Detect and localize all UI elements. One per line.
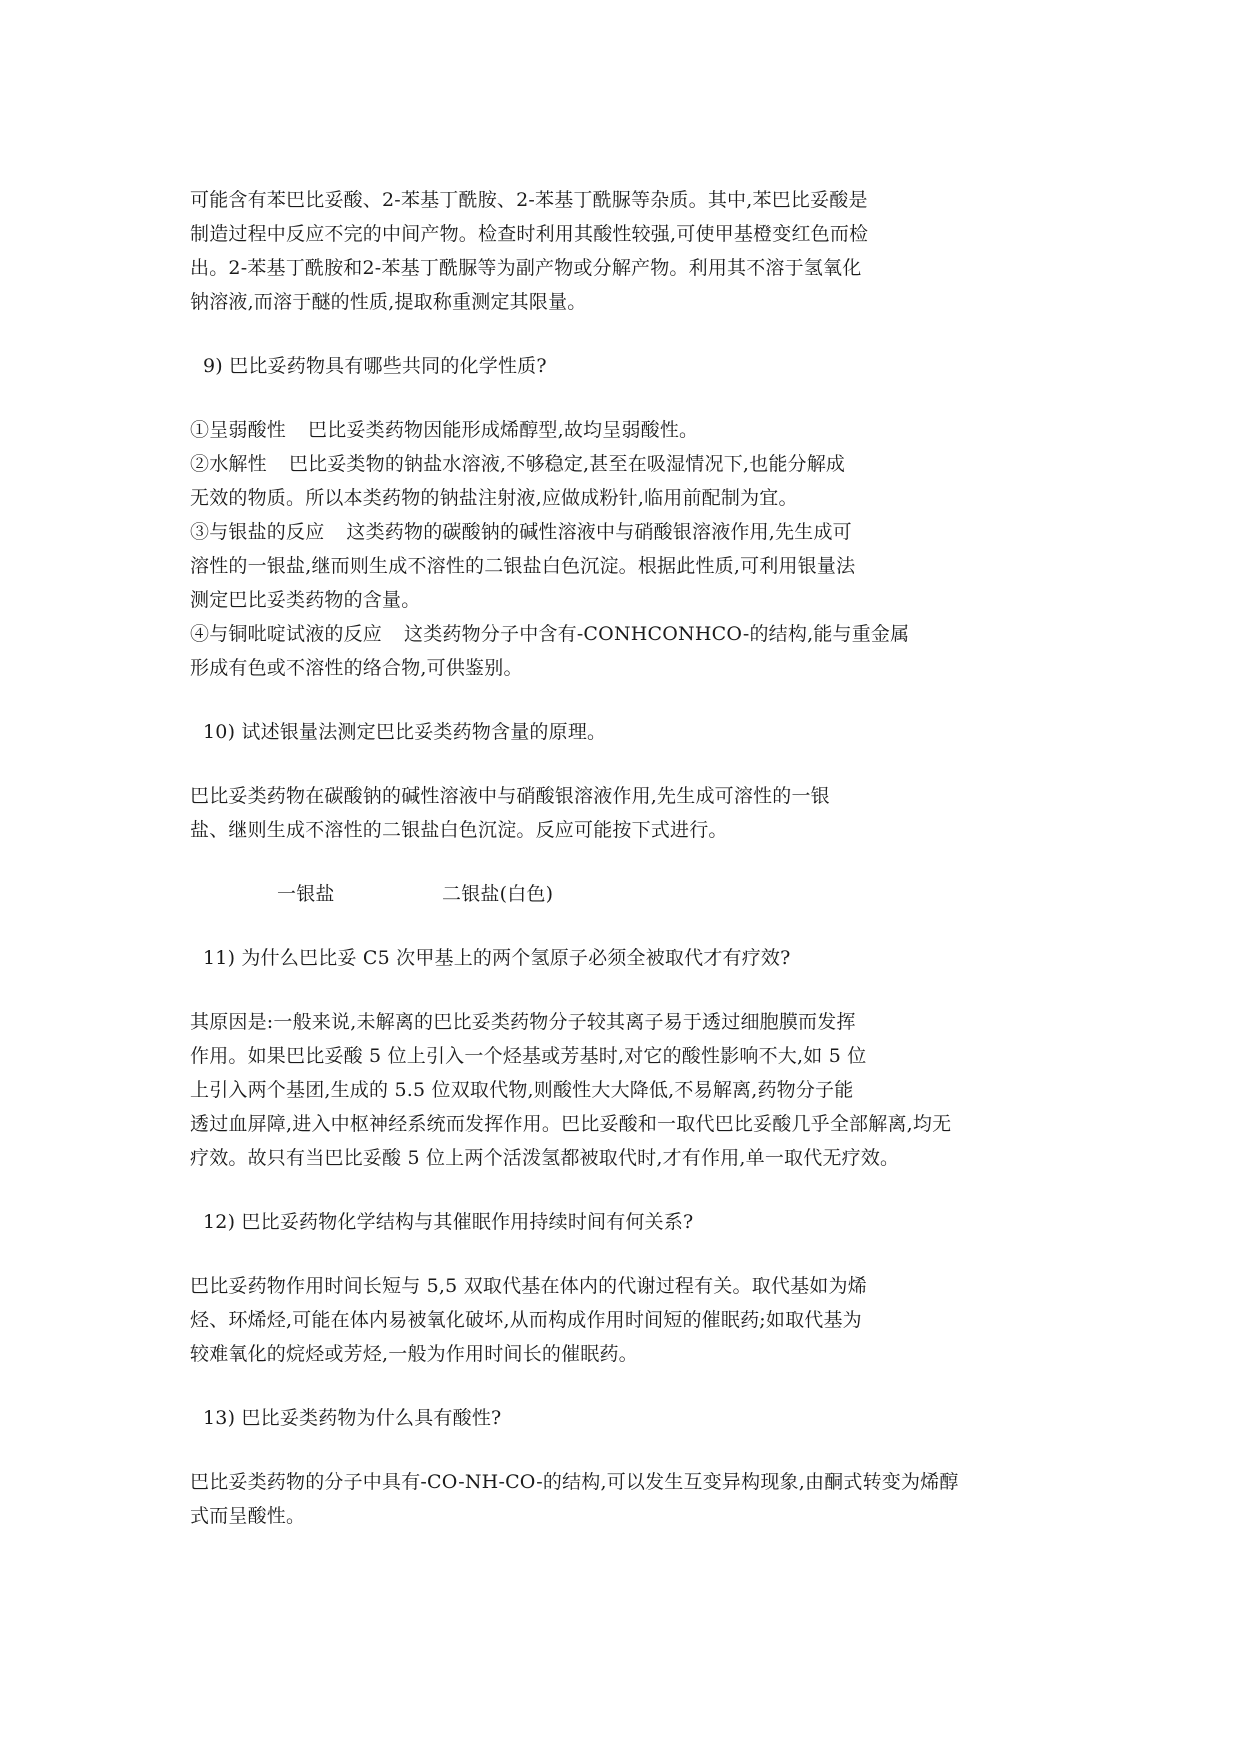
- q9-item-4-cont: 形成有色或不溶性的络合物,可供鉴别。: [190, 657, 523, 679]
- q10-answer-line-2: 盐、继则生成不溶性的二银盐白色沉淀。反应可能按下式进行。: [190, 819, 728, 841]
- q9-item-2-text: 巴比妥类物的钠盐水溶液,不够稳定,甚至在吸湿情况下,也能分解成: [288, 453, 846, 475]
- mono-silver-label: 一银盐: [277, 883, 335, 905]
- intro-line-4: 钠溶液,而溶于醚的性质,提取称重测定其限量。: [190, 291, 587, 313]
- q11-answer-line-1: 其原因是:一般来说,未解离的巴比妥类药物分子较其离子易于透过细胞膜而发挥: [190, 1011, 856, 1033]
- q12-question: 12) 巴比妥药物化学结构与其催眠作用持续时间有何关系?: [203, 1211, 694, 1233]
- q9-item-4: [190, 622, 909, 646]
- q10-question: 10) 试述银量法测定巴比妥类药物含量的原理。: [203, 721, 607, 743]
- intro-line-3: 出。2-苯基丁酰胺和2-苯基丁酰脲等为副产物或分解产物。利用其不溶于氢氧化: [190, 257, 862, 279]
- q9-item-3-cont-1: 溶性的一银盐,继而则生成不溶性的二银盐白色沉淀。根据此性质,可利用银量法: [190, 555, 856, 577]
- q11-answer-line-4: 透过血屏障,进入中枢神经系统而发挥作用。巴比妥酸和一取代巴比妥酸几乎全部解离,均无: [190, 1113, 952, 1135]
- q9-item-1-text: 巴比妥类药物因能形成烯醇型,故均呈弱酸性。: [308, 419, 699, 441]
- q9-item-3-title: ③与银盐的反应: [190, 521, 325, 543]
- q13-question: 13) 巴比妥类药物为什么具有酸性?: [203, 1407, 502, 1429]
- q12-answer-line-2: 烃、环烯烃,可能在体内易被氧化破坏,从而构成作用时间短的催眠药;如取代基为: [190, 1309, 862, 1331]
- q9-question: 9) 巴比妥药物具有哪些共同的化学性质?: [203, 355, 547, 377]
- q9-item-2: [190, 452, 845, 476]
- q9-item-1-title: ①呈弱酸性: [190, 419, 287, 441]
- q10-answer-line-1: 巴比妥类药物在碳酸钠的碱性溶液中与硝酸银溶液作用,先生成可溶性的一银: [190, 785, 830, 807]
- q11-answer-line-5: 疗效。故只有当巴比妥酸 5 位上两个活泼氢都被取代时,才有作用,单一取代无疗效。: [190, 1147, 900, 1169]
- intro-line-1: 可能含有苯巴比妥酸、2-苯基丁酰胺、2-苯基丁酰脲等杂质。其中,苯巴比妥酸是: [190, 189, 868, 211]
- q9-item-2-cont: 无效的物质。所以本类药物的钠盐注射液,应做成粉针,临用前配制为宜。: [190, 487, 798, 509]
- q9-item-3: [190, 520, 852, 544]
- q9-item-3-text: 这类药物的碳酸钠的碱性溶液中与硝酸银溶液作用,先生成可: [346, 521, 852, 543]
- di-silver-label: 二银盐(白色): [442, 883, 554, 905]
- q11-answer-line-2: 作用。如果巴比妥酸 5 位上引入一个烃基或芳基时,对它的酸性影响不大,如 5 位: [190, 1045, 867, 1067]
- q11-question: 11) 为什么巴比妥 C5 次甲基上的两个氢原子必须全被取代才有疗效?: [203, 947, 791, 969]
- q13-answer-line-2: 式而呈酸性。: [190, 1505, 306, 1527]
- q11-answer-line-3: 上引入两个基团,生成的 5.5 位双取代物,则酸性大大降低,不易解离,药物分子能: [190, 1079, 854, 1101]
- q9-item-4-text: 这类药物分子中含有-CONHCONHCO-的结构,能与重金属: [404, 623, 910, 645]
- q9-item-2-title: ②水解性: [190, 453, 267, 475]
- q12-answer-line-1: 巴比妥药物作用时间长短与 5,5 双取代基在体内的代谢过程有关。取代基如为烯: [190, 1275, 867, 1297]
- q9-item-3-cont-2: 测定巴比妥类药物的含量。: [190, 589, 421, 611]
- q9-item-4-title: ④与铜吡啶试液的反应: [190, 623, 383, 645]
- q12-answer-line-3: 较难氧化的烷烃或芳烃,一般为作用时间长的催眠药。: [190, 1343, 638, 1365]
- q9-item-1: [190, 418, 698, 442]
- intro-line-2: 制造过程中反应不完的中间产物。检查时利用其酸性较强,可使甲基橙变红色而检: [190, 223, 869, 245]
- q13-answer-line-1: 巴比妥类药物的分子中具有-CO-NH-CO-的结构,可以发生互变异构现象,由酮式转变为烯醇: [190, 1471, 959, 1493]
